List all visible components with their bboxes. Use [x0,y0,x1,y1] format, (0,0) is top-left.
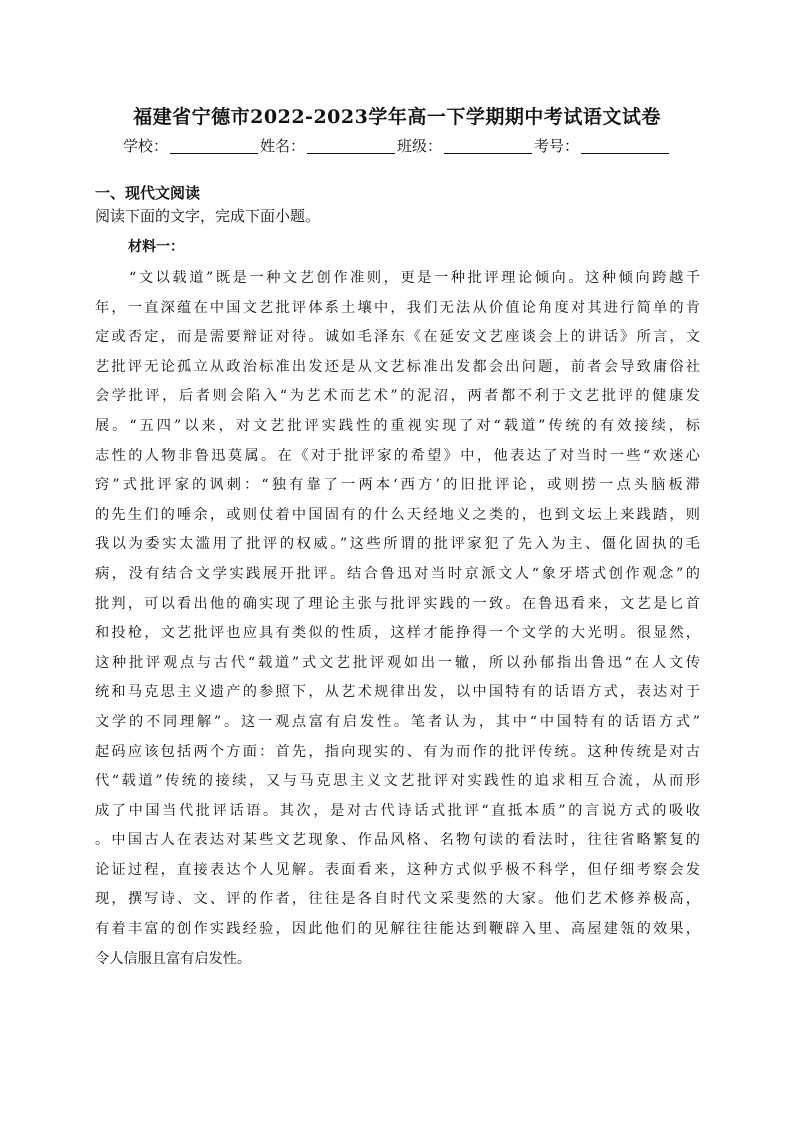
passage-line: 。中国古人在表达对某些文艺现象、作品风格、名物句读的看法时，往往省略繁复的 [95,832,700,849]
exam-number-label: 考号： [534,137,580,155]
passage-line: 年，一直深蕴在中国文艺批评体系土壤中，我们无法从价值论角度对其进行简单的肯 [95,299,700,316]
passage-line: 批判，可以看出他的确实现了理论主张与批评实践的一致。在鲁迅看来，文艺是匕首 [95,595,700,612]
passage-line: 定或否定，而是需要辩证对待。诚如毛泽东《在延安文艺座谈会上的讲话》所言，文 [95,329,700,346]
passage-line: 和投枪，文艺批评也应具有类似的性质，这样才能挣得一个文学的大光明。很显然， [95,625,700,642]
passage-line: 展。“五四”以来，对文艺批评实践性的重视实现了对“载道”传统的有效接续，标 [95,417,700,434]
material-label: 材料一： [128,239,184,255]
passage-line: 会学批评，后者则会陷入“为艺术而艺术”的泥沼，两者都不利于文艺批评的健康发 [95,388,700,405]
passage-line: 我以为委实太滥用了批评的权威。”这些所谓的批评家犯了先入为主、僵化固执的毛 [95,536,700,553]
passage-line: 成了中国当代批评话语。其次，是对古代诗话式批评“直抵本质”的言说方式的吸收 [95,802,700,819]
section-heading: 一、现代文阅读 [95,184,201,202]
passage-line: 论证过程，直接表达个人见解。表面看来，这种方式似乎极不科学，但仔细考察会发 [95,861,700,878]
exam-number-blank [581,139,669,154]
school-blank [170,139,258,154]
passage-line: 病，没有结合文学实践展开批评。结合鲁迅对当时京派文人“象牙塔式创作观念”的 [95,565,700,582]
passage-line: “文以载道”既是一种文艺创作准则，更是一种批评理论倾向。这种倾向跨越千 [129,270,700,286]
passage-line: 这种批评观点与古代“载道”式文艺批评观如出一辙，所以孙郁指出鲁迅“在人文传 [95,654,700,671]
class-label: 班级： [397,137,443,155]
passage-line: 有着丰富的创作实践经验，因此他们的见解往往能达到鞭辟入里、高屋建瓴的效果， [95,921,700,938]
passage-body [95,264,700,974]
passage-line: 志性的人物非鲁迅莫属。在《对于批评家的希望》中，他表达了对当时一些“欢迷心 [95,447,700,464]
passage-line: 文学的不同理解”。这一观点富有启发性。笔者认为，其中“中国特有的话语方式” [95,713,700,730]
name-blank [307,139,395,154]
student-info-row [0,135,794,156]
page-title: 福建省宁德市2022-2023学年高一下学期期中考试语文试卷 [133,106,661,128]
passage-line: 艺批评无论孤立从政治标准出发还是从文艺标准出发都会出问题，前者会导致庸俗社 [95,358,700,375]
passage-line: 窍”式批评家的讽刺：“独有靠了一两本‘西方’的旧批评论，或则捞一点头脑板滞 [95,477,700,494]
school-label: 学校： [122,137,168,155]
instruction-text: 阅读下面的文字，完成下面小题。 [95,207,321,225]
passage-line: 代“载道”传统的接续，又与马克思主义文艺批评对实践性的追求相互合流，从而形 [95,773,700,790]
passage-line: 的先生们的唾余，或则仗着中国固有的什么天经地义之类的，也到文坛上来践踏，则 [95,506,700,523]
passage-line: 起码应该包括两个方面：首先，指向现实的、有为而作的批评传统。这种传统是对古 [95,743,700,760]
passage-line: 令人信服且富有启发性。 [95,950,252,967]
passage-line: 统和马克思主义遗产的参照下，从艺术规律出发，以中国特有的话语方式，表达对于 [95,684,700,701]
name-label: 姓名： [259,137,305,155]
class-blank [444,139,532,154]
passage-line: 现，撰写诗、文、评的作者，往往是各自时代文采斐然的大家。他们艺术修养极高， [95,891,700,908]
